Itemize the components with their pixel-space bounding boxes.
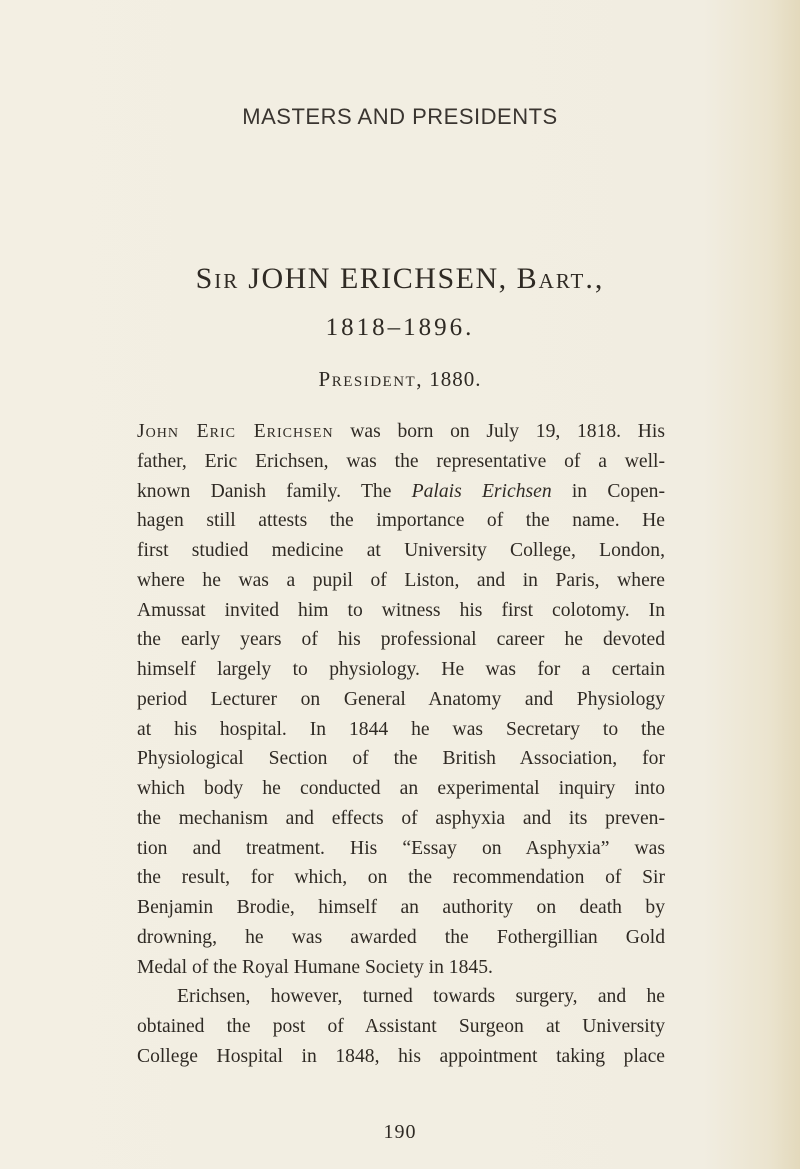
text-line: Erichsen, however, turned towards surgery, and he (177, 986, 665, 1008)
text-line: John Eric Erichsen was born on July 19, 1818. His (137, 421, 665, 442)
body-text (137, 417, 665, 1072)
page-number: 190 (383, 1121, 417, 1143)
lead-in: John Eric Erichsen (137, 421, 334, 442)
life-dates: 1818–1896. (325, 314, 475, 341)
heading-prefix: Sir (195, 262, 240, 295)
text-line: hagen still attests the importance of the name. He (137, 510, 665, 532)
text-line: drowning, he was awarded the Fothergillian Gold (137, 926, 665, 948)
heading-suffix: Bart., (516, 262, 605, 295)
running-head: MASTERS AND PRESIDENTS (242, 104, 558, 129)
text-line: known Danish family. The Palais Erichsen in Copen- (137, 480, 666, 502)
text-line: Physiological Section of the British Association, for (137, 748, 665, 770)
text-line: obtained the post of Assistant Surgeon at University (137, 1016, 665, 1037)
text-line: the result, for which, on the recommendation of Sir (137, 867, 665, 889)
text-line: College Hospital in 1848, his appointment taking place (137, 1045, 665, 1067)
chapter-heading (0, 262, 800, 296)
italic-phrase: Palais Erichsen (411, 480, 552, 502)
text-line: Amussat invited him to witness his first colotomy. In (137, 599, 665, 621)
text-line: tion and treatment. His “Essay on Asphyxia” was (137, 837, 665, 859)
office-line (0, 367, 800, 392)
text-line: the early years of his professional career he devoted (137, 629, 665, 651)
text-line: period Lecturer on General Anatomy and Physiology (137, 688, 665, 710)
office-title: President, (318, 367, 423, 391)
text-line: which body he conducted an experimental inquiry into (137, 778, 665, 799)
text-line: the mechanism and effects of asphyxia and its preven- (137, 807, 665, 829)
text-line: where he was a pupil of Liston, and in Paris, where (137, 569, 665, 591)
text-line: himself largely to physiology. He was for a certain (137, 659, 665, 680)
text-line: father, Eric Erichsen, was the representative of a well- (137, 450, 665, 472)
office-year: 1880. (429, 367, 482, 391)
text-line: Benjamin Brodie, himself an authority on death by (137, 897, 665, 918)
heading-name: JOHN ERICHSEN, (248, 262, 508, 295)
text-line: at his hospital. In 1844 he was Secretary to the (137, 718, 665, 740)
text-line: Medal of the Royal Humane Society in 1845. (137, 956, 493, 978)
text-line: first studied medicine at University College, London, (137, 540, 665, 561)
